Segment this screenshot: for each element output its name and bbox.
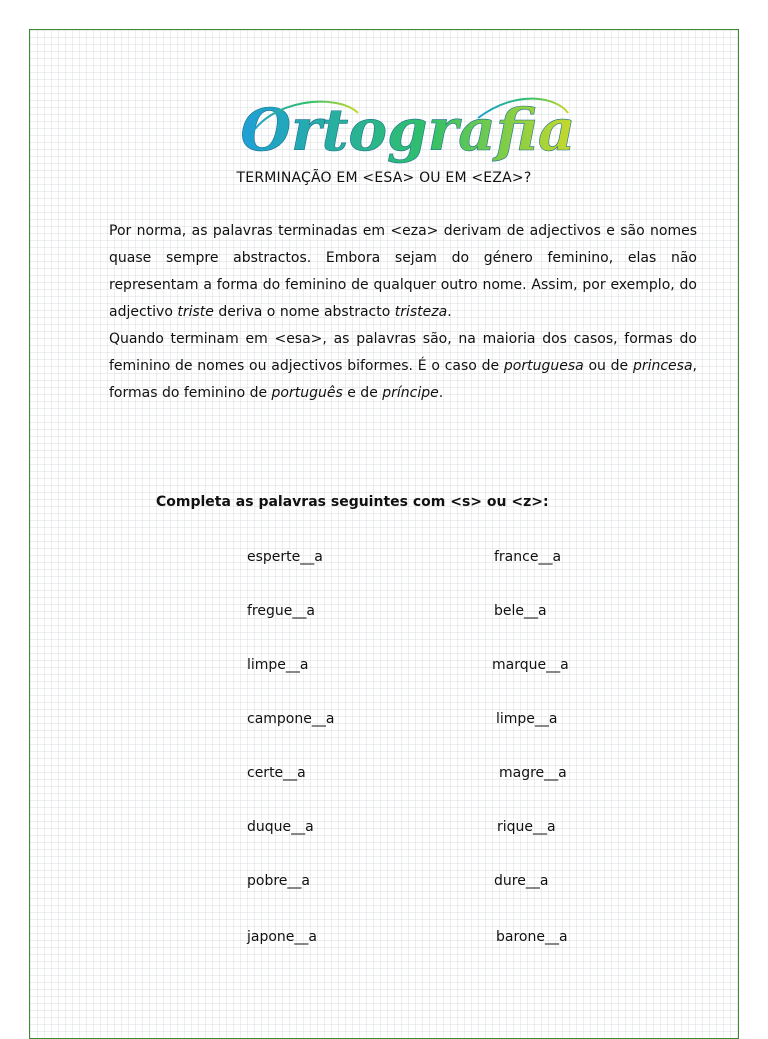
text-run: . [447,304,452,320]
word-blank: limpe__a [247,657,309,673]
subtitle: TERMINAÇÃO EM <ESA> OU EM <EZA>? [236,170,532,186]
explanation-text [109,218,697,407]
word-blank: japone__a [247,929,317,945]
italic-word: princesa [632,358,693,374]
italic-word: príncipe [382,385,439,401]
italic-word: tristeza [394,304,448,320]
word-blank: pobre__a [247,873,310,889]
word-blank: limpe__a [496,711,558,727]
exercise-title: Completa as palavras seguintes com <s> ou <z>: [156,494,549,510]
text-run: Quando terminam em <esa>, as palavras são, na maioria dos casos, formas do feminino de nomes ou adjectivos biformes. É o caso de [109,331,697,374]
word-blank: rique__a [497,819,556,835]
word-blank: fregue__a [247,603,315,619]
word-blank: bele__a [494,603,547,619]
word-blank: marque__a [492,657,569,673]
text-run: , formas do feminino de [109,358,697,401]
text-run: deriva o nome abstracto [213,304,395,320]
word-blank: barone__a [496,929,568,945]
logo-text: Ortografia [240,96,576,164]
word-blank: esperte__a [247,549,323,565]
italic-word: triste [177,304,214,320]
word-blank: campone__a [247,711,335,727]
worksheet-page [29,29,739,1039]
italic-word: portuguesa [503,358,584,374]
italic-word: português [271,385,343,401]
text-run: ou de [583,358,633,374]
word-blank: magre__a [499,765,567,781]
ortografia-logo [228,88,588,176]
paragraph-1 [109,218,697,326]
text-run: e de [342,385,383,401]
paragraph-2 [109,326,697,407]
text-run: . [438,385,444,401]
word-blank: dure__a [494,873,549,889]
word-blank: duque__a [247,819,314,835]
word-blank: france__a [494,549,562,565]
text-run: Por norma, as palavras terminadas em <eza> derivam de adjectivos e são nomes quase sempre abstractos. Embora sejam do género feminino, elas não representam a forma do feminino de qualquer outro nome. Assim, por exemplo, do adjectivo [109,223,697,320]
word-blank: certe__a [247,765,306,781]
